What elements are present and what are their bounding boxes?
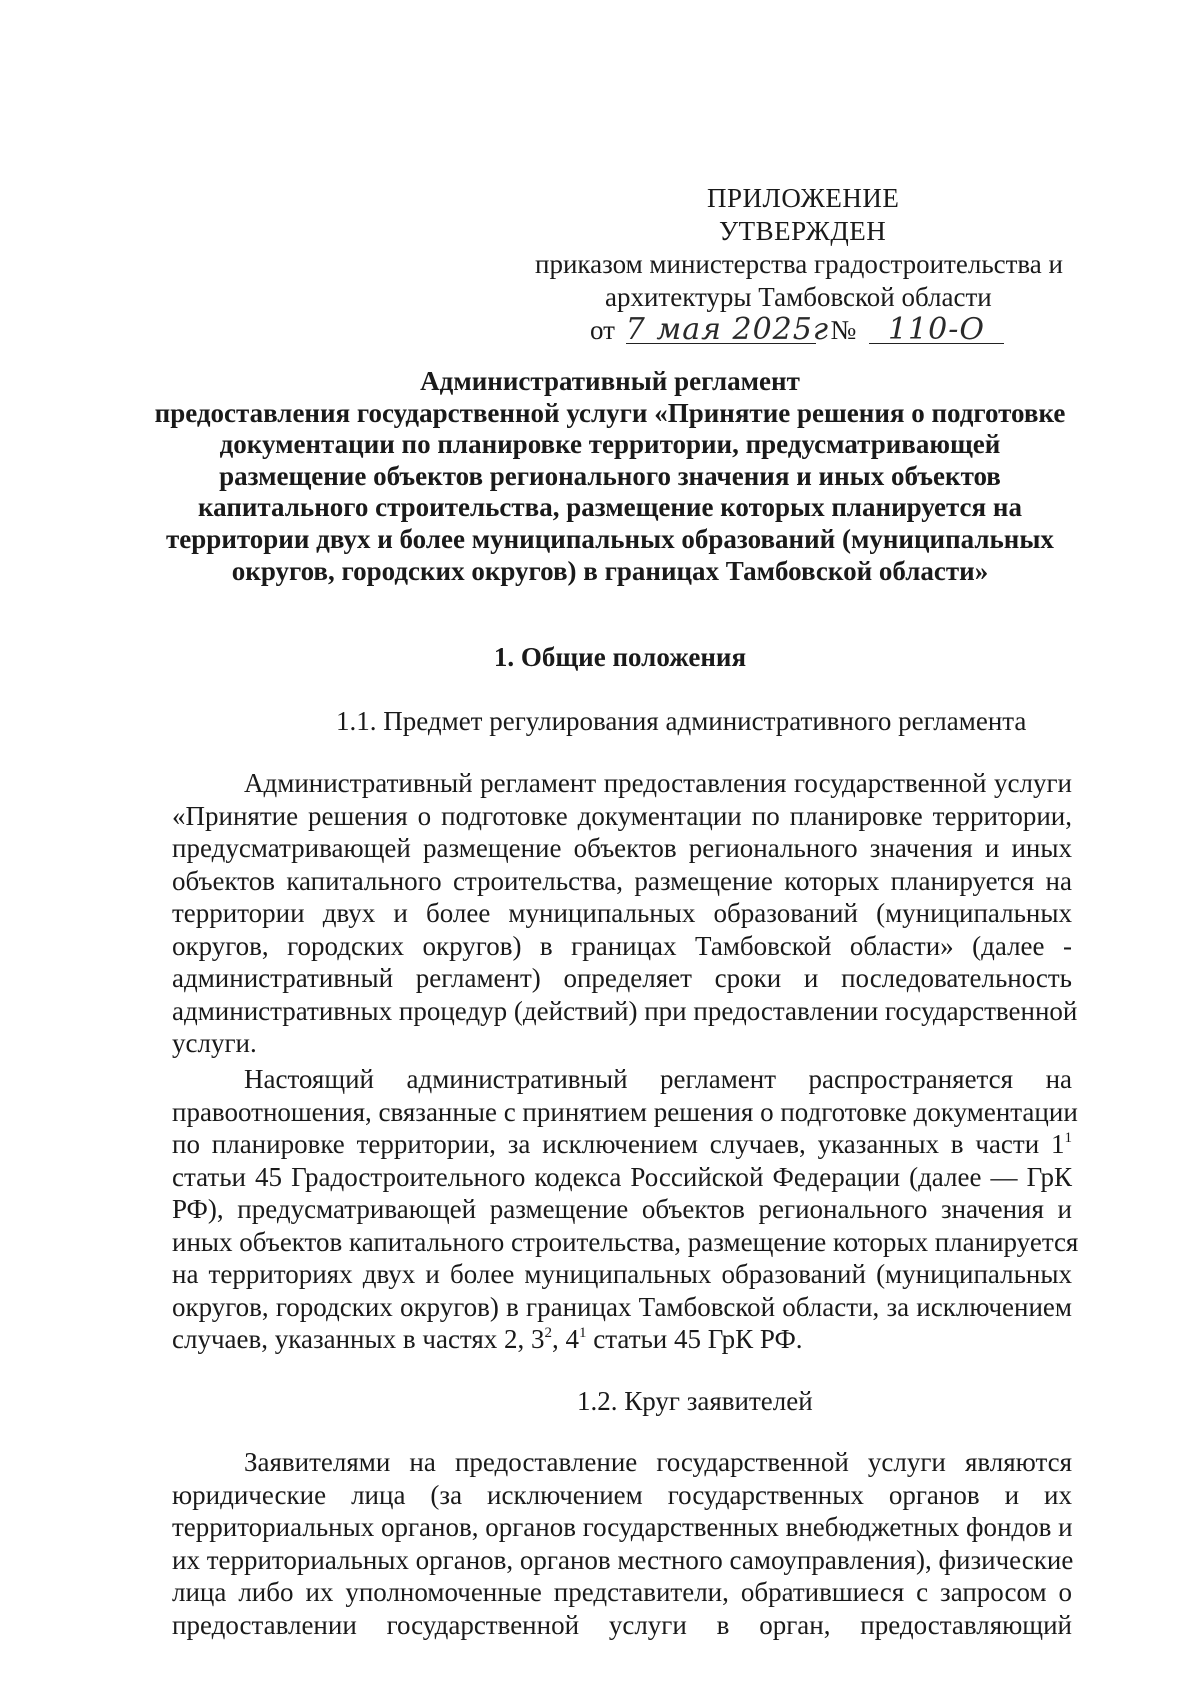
text-line [172,1129,1072,1159]
text-line: Административный регламент предоставления государственной услуги [244,768,1072,798]
superscript: 1 [1064,1130,1072,1146]
appendix-heading: ПРИЛОЖЕНИЕ [707,183,900,213]
section-heading: 1. Общие положения [493,642,747,672]
text-line: округов, городских округов) в границах Тамбовской области» (далее - [172,930,1072,961]
text-line: предусматривающей размещение объектов регионального значения и иных [172,833,1072,863]
title-line: размещение объектов регионального значения и иных объектов [219,460,1001,491]
text-line: правоотношения, связанные с принятием решения о подготовке документации [172,1096,1078,1127]
text-span: , 4 [552,1324,580,1354]
title-line: округов, городских округов) в границах Тамбовской области» [231,555,989,586]
text-line: административных процедур (действий) при предоставлении государственной [172,995,1078,1026]
text-line: территории двух и более муниципальных образований (муниципальных [172,898,1072,928]
text-span: статьи 45 ГрК РФ. [586,1324,803,1354]
approval-order-line: приказом министерства градостроительства и [535,249,1063,279]
text-line: «Принятие решения о подготовке документации по планировке территории, [172,800,1072,831]
text-line: территориальных органов, органов государственных внебюджетных фондов и [172,1512,1073,1542]
from-label: от [590,315,615,345]
text-line: их территориальных органов, органов местного самоуправления), физические [172,1544,1074,1575]
text-line: на территориях двух и более муниципальных образований (муниципальных [172,1259,1072,1289]
title-line: Административный регламент [420,366,800,396]
text-line: Настоящий административный регламент распространяется на [244,1064,1072,1094]
text-span: случаев, указанных в частях 2, 3 [172,1324,545,1354]
text-line: иных объектов капитального строительства, размещение которых планируется [172,1226,1079,1257]
title-line: документации по планировке территории, предусматривающей [219,429,1001,460]
text-line: округов, городских округов) в границах Тамбовской области, за исключением [172,1291,1072,1322]
text-line: РФ), предусматривающей размещение объектов регионального значения и [172,1194,1072,1224]
title-line: территории двух и более муниципальных образований (муниципальных [166,523,1054,554]
subsection-heading: 1.2. Круг заявителей [577,1386,813,1416]
text-line: лица либо их уполномоченные представители, обратившиеся с запросом о [172,1577,1072,1607]
number-sign: № [830,315,857,345]
text-span: по планировке территории, за исключением случаев, указанных в части 1 [172,1129,1065,1159]
regulation-title [150,366,1070,587]
approval-date-number-line [590,312,1004,347]
approval-authority-line: архитектуры Тамбовской области [605,282,992,312]
text-line: статьи 45 Градостроительного кодекса Российской Федерации (далее — ГрК [172,1161,1072,1192]
superscript: 1 [579,1325,587,1341]
text-line: услуги. [172,1028,257,1058]
subsection-heading: 1.1. Предмет регулирования административного регламента [336,706,1027,736]
text-line: объектов капитального строительства, размещение которых планируется на [172,865,1072,896]
approved-heading: УТВЕРЖДЕН [719,216,887,246]
title-line: предоставления государственной услуги «Принятие решения о подготовке [154,397,1066,428]
superscript: 2 [544,1325,553,1341]
text-line: юридические лица (за исключением государственных органов и их [172,1479,1072,1510]
text-line: предоставлении государственной услуги в орган, предоставляющий [172,1609,1072,1640]
handwritten-date: 7 мая 2025г [625,312,829,347]
text-line: административный регламент) определяет сроки и последовательность [172,963,1072,993]
text-line [172,1324,1072,1354]
title-line: капитального строительства, размещение которых планируется на [198,492,1022,523]
text-line: Заявителями на предоставление государственной услуги являются [244,1447,1072,1477]
handwritten-order-number: 110-О [869,317,1004,344]
